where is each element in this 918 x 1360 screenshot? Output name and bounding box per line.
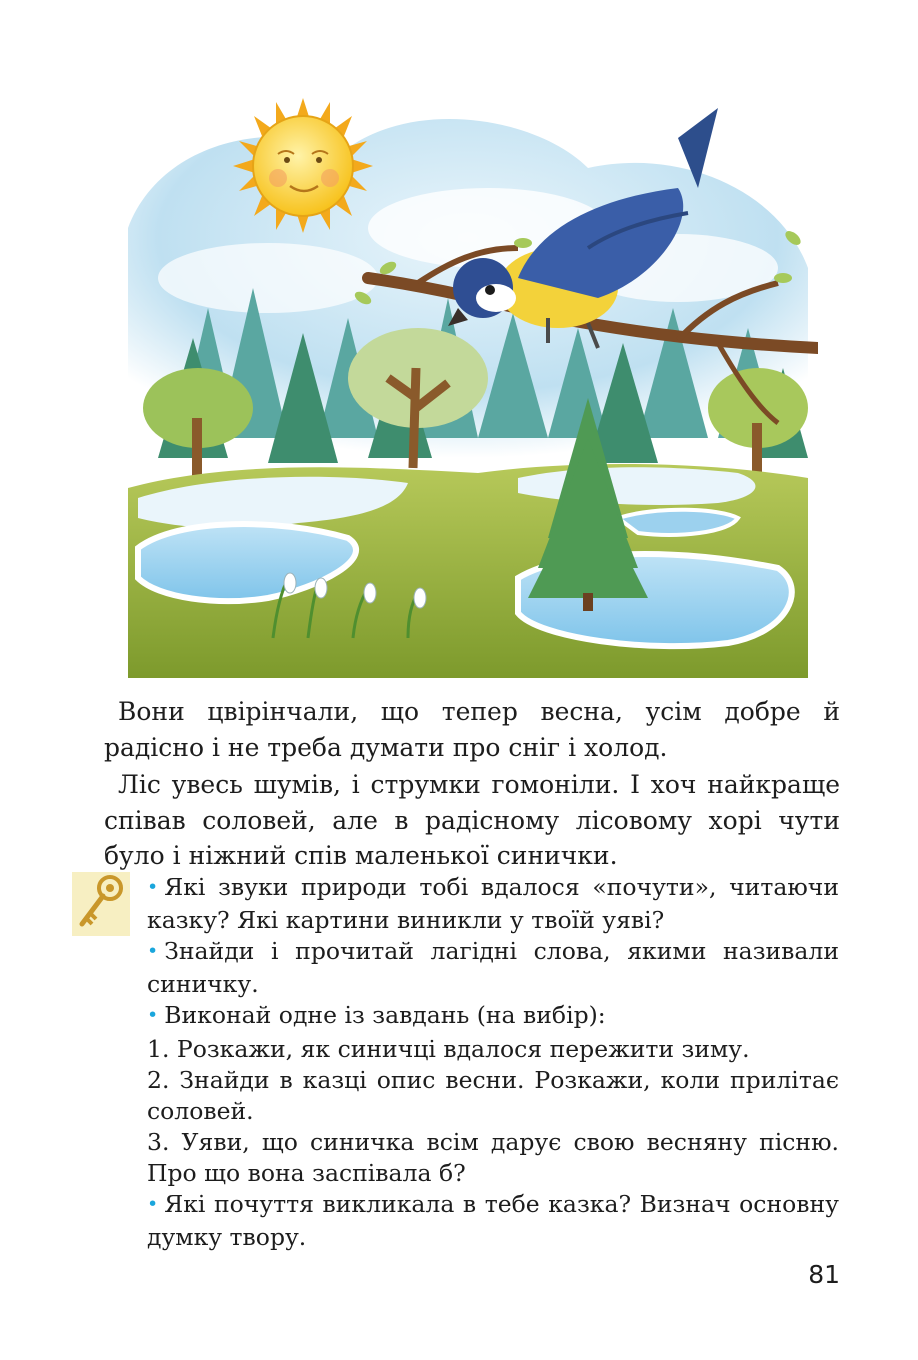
task-question-4: • Які почуття викликала в тебе казка? Визнач основну думку твору. (147, 1190, 839, 1251)
story-paragraph-1: Вони цвірінчали, що тепер весна, усім добре й радісно і не треба думати про сніг і холод. (104, 697, 840, 762)
bullet-icon: • (147, 876, 159, 898)
task-question-3: • Виконай одне із завдань (на вибір): (147, 1001, 606, 1029)
story-paragraph-2: Ліс увесь шумів, і струмки гомоніли. І хоч найкраще співав соловей, але в радісному лісовому хорі чути було і ніжний спів маленької синички. (104, 770, 840, 870)
task-option-1: 1. Розкажи, як синичці вдалося пережити зиму. (147, 1034, 750, 1063)
bullet-icon: • (147, 1193, 159, 1215)
bullet-icon: • (147, 940, 159, 962)
task-question-1: • Які звуки природи тобі вдалося «почути», читаючи казку? Які картини виникли у твоїй уяві? (147, 873, 839, 934)
task-option-2: 2. Знайди в казці опис весни. Розкажи, коли прилітає соловей. (147, 1066, 839, 1125)
golden-key-icon (72, 872, 130, 936)
task-option-3: 3. Уяви, що синичка всім дарує свою весняну пісню. Про що вона заспівала б? (147, 1128, 839, 1187)
page-number: 81 (808, 1260, 840, 1289)
spring-illustration (118, 78, 818, 678)
bullet-icon: • (147, 1004, 159, 1026)
task-question-2: • Знайди і прочитай лагідні слова, якими називали синичку. (147, 937, 839, 998)
task-list (147, 872, 839, 1253)
story-text (104, 694, 840, 874)
